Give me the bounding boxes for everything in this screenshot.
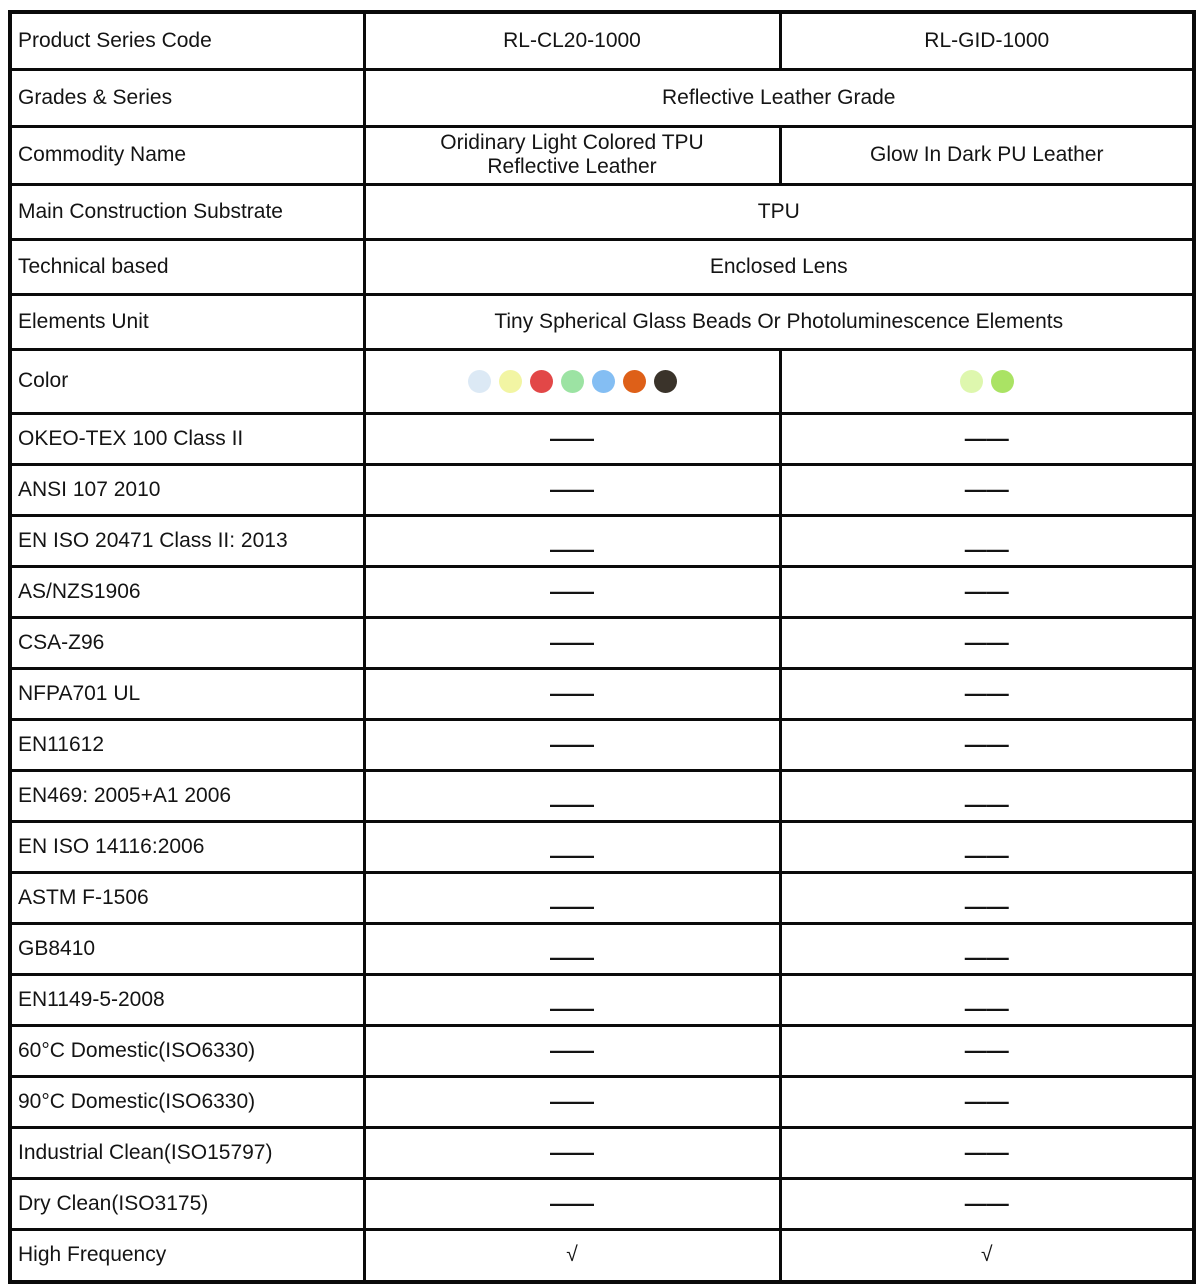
technical-based-label: Technical based xyxy=(10,239,364,294)
cert-row xyxy=(10,974,1194,1025)
dash-mark: —— xyxy=(964,1139,1009,1165)
dash-mark: —— xyxy=(964,1037,1009,1063)
color-swatch xyxy=(561,370,584,393)
cert-col3 xyxy=(780,923,1194,974)
color-col3 xyxy=(780,349,1194,413)
cert-label: 90°C Domestic(ISO6330) xyxy=(10,1076,364,1127)
product-series-code-label: Product Series Code xyxy=(10,12,364,69)
cert-label: OKEO-TEX 100 Class II xyxy=(10,413,364,464)
dash-mark: —— xyxy=(550,536,594,562)
high-frequency-label: High Frequency xyxy=(10,1229,364,1282)
dash-mark: —— xyxy=(550,1088,594,1114)
check-mark: √ xyxy=(980,1243,993,1267)
cert-label: Dry Clean(ISO3175) xyxy=(10,1178,364,1229)
product-series-code-col3: RL-GID-1000 xyxy=(780,12,1194,69)
commodity-name-col2-line1: Oridinary Light Colored TPU xyxy=(440,131,704,154)
cert-col2 xyxy=(364,515,780,566)
cert-col3 xyxy=(780,515,1194,566)
cert-row xyxy=(10,821,1194,872)
dash-mark: —— xyxy=(550,791,594,817)
cert-row xyxy=(10,1076,1194,1127)
cert-col3 xyxy=(780,566,1194,617)
cert-label: EN11612 xyxy=(10,719,364,770)
dash-mark: —— xyxy=(550,893,594,919)
commodity-name-col2-line2: Reflective Leather xyxy=(487,155,657,178)
row-grades-series xyxy=(10,69,1194,126)
color-swatch-group-col2 xyxy=(370,370,775,393)
cert-row xyxy=(10,1127,1194,1178)
cert-col3 xyxy=(780,1127,1194,1178)
cert-row xyxy=(10,1178,1194,1229)
dash-mark: —— xyxy=(550,1139,594,1165)
cert-label: ASTM F-1506 xyxy=(10,872,364,923)
cert-label: EN1149-5-2008 xyxy=(10,974,364,1025)
cert-row xyxy=(10,617,1194,668)
row-product-series-code xyxy=(10,12,1194,69)
cert-row xyxy=(10,464,1194,515)
color-swatch xyxy=(991,370,1014,393)
color-swatch xyxy=(654,370,677,393)
cert-label: NFPA701 UL xyxy=(10,668,364,719)
cert-col3 xyxy=(780,1178,1194,1229)
dash-mark: —— xyxy=(550,731,594,757)
dash-mark: —— xyxy=(964,629,1009,655)
cert-col2 xyxy=(364,1178,780,1229)
dash-mark: —— xyxy=(964,578,1009,604)
spec-table xyxy=(8,10,1196,1284)
cert-row xyxy=(10,1025,1194,1076)
dash-mark: —— xyxy=(550,1190,594,1216)
check-mark: √ xyxy=(566,1243,578,1267)
dash-mark: —— xyxy=(964,476,1009,502)
cert-col2 xyxy=(364,1127,780,1178)
cert-col2 xyxy=(364,668,780,719)
cert-col2 xyxy=(364,617,780,668)
commodity-name-col2 xyxy=(364,126,780,184)
color-swatch xyxy=(499,370,522,393)
dash-mark: —— xyxy=(964,944,1009,970)
cert-label: EN469: 2005+A1 2006 xyxy=(10,770,364,821)
substrate-label: Main Construction Substrate xyxy=(10,184,364,239)
cert-col3 xyxy=(780,1076,1194,1127)
cert-col2 xyxy=(364,770,780,821)
cert-label: 60°C Domestic(ISO6330) xyxy=(10,1025,364,1076)
cert-col2 xyxy=(364,1025,780,1076)
cert-col2 xyxy=(364,413,780,464)
dash-mark: —— xyxy=(964,995,1009,1021)
technical-based-value: Enclosed Lens xyxy=(364,239,1194,294)
dash-mark: —— xyxy=(964,425,1009,451)
row-color xyxy=(10,349,1194,413)
substrate-value: TPU xyxy=(364,184,1194,239)
cert-label: ANSI 107 2010 xyxy=(10,464,364,515)
cert-row xyxy=(10,668,1194,719)
dash-mark: —— xyxy=(964,893,1009,919)
color-swatch xyxy=(530,370,553,393)
cert-col3 xyxy=(780,617,1194,668)
cert-col3 xyxy=(780,821,1194,872)
cert-label: EN ISO 14116:2006 xyxy=(10,821,364,872)
dash-mark: —— xyxy=(550,425,594,451)
cert-col2 xyxy=(364,464,780,515)
grades-series-label: Grades & Series xyxy=(10,69,364,126)
dash-mark: —— xyxy=(550,680,594,706)
cert-col3 xyxy=(780,770,1194,821)
dash-mark: —— xyxy=(964,680,1009,706)
elements-unit-label: Elements Unit xyxy=(10,294,364,349)
cert-col3 xyxy=(780,872,1194,923)
cert-row xyxy=(10,770,1194,821)
cert-col2 xyxy=(364,719,780,770)
cert-col2 xyxy=(364,974,780,1025)
cert-col3 xyxy=(780,1025,1194,1076)
color-label: Color xyxy=(10,349,364,413)
cert-col3 xyxy=(780,464,1194,515)
cert-label: Industrial Clean(ISO15797) xyxy=(10,1127,364,1178)
row-elements-unit xyxy=(10,294,1194,349)
dash-mark: —— xyxy=(964,536,1009,562)
cert-row xyxy=(10,515,1194,566)
row-commodity-name xyxy=(10,126,1194,184)
dash-mark: —— xyxy=(964,842,1009,868)
cert-col3 xyxy=(780,719,1194,770)
cert-col3 xyxy=(780,974,1194,1025)
cert-col2 xyxy=(364,1076,780,1127)
dash-mark: —— xyxy=(550,995,594,1021)
cert-label: AS/NZS1906 xyxy=(10,566,364,617)
dash-mark: —— xyxy=(550,1037,594,1063)
cert-label: GB8410 xyxy=(10,923,364,974)
dash-mark: —— xyxy=(550,629,594,655)
cert-row xyxy=(10,719,1194,770)
cert-label: EN ISO 20471 Class II: 2013 xyxy=(10,515,364,566)
dash-mark: —— xyxy=(550,476,594,502)
cert-label: CSA-Z96 xyxy=(10,617,364,668)
product-series-code-col2: RL-CL20-1000 xyxy=(364,12,780,69)
cert-row xyxy=(10,413,1194,464)
color-col2 xyxy=(364,349,780,413)
color-swatch-group-col3 xyxy=(786,370,1189,393)
dash-mark: —— xyxy=(550,842,594,868)
dash-mark: —— xyxy=(964,1190,1009,1216)
commodity-name-label: Commodity Name xyxy=(10,126,364,184)
cert-col3 xyxy=(780,413,1194,464)
row-technical-based xyxy=(10,239,1194,294)
color-swatch xyxy=(623,370,646,393)
dash-mark: —— xyxy=(550,944,594,970)
dash-mark: —— xyxy=(550,578,594,604)
row-main-construction-substrate xyxy=(10,184,1194,239)
grades-series-value: Reflective Leather Grade xyxy=(364,69,1194,126)
dash-mark: —— xyxy=(964,731,1009,757)
cert-col3 xyxy=(780,668,1194,719)
cert-col2 xyxy=(364,821,780,872)
cert-col2 xyxy=(364,923,780,974)
color-swatch xyxy=(960,370,983,393)
high-frequency-col2 xyxy=(364,1229,780,1282)
high-frequency-col3 xyxy=(780,1229,1194,1282)
cert-row xyxy=(10,872,1194,923)
color-swatch xyxy=(592,370,615,393)
commodity-name-col3: Glow In Dark PU Leather xyxy=(780,126,1194,184)
dash-mark: —— xyxy=(964,1088,1009,1114)
cert-row xyxy=(10,566,1194,617)
elements-unit-value: Tiny Spherical Glass Beads Or Photoluminescence Elements xyxy=(364,294,1194,349)
cert-row xyxy=(10,923,1194,974)
dash-mark: —— xyxy=(964,791,1009,817)
cert-col2 xyxy=(364,566,780,617)
color-swatch xyxy=(468,370,491,393)
row-high-frequency xyxy=(10,1229,1194,1282)
cert-col2 xyxy=(364,872,780,923)
